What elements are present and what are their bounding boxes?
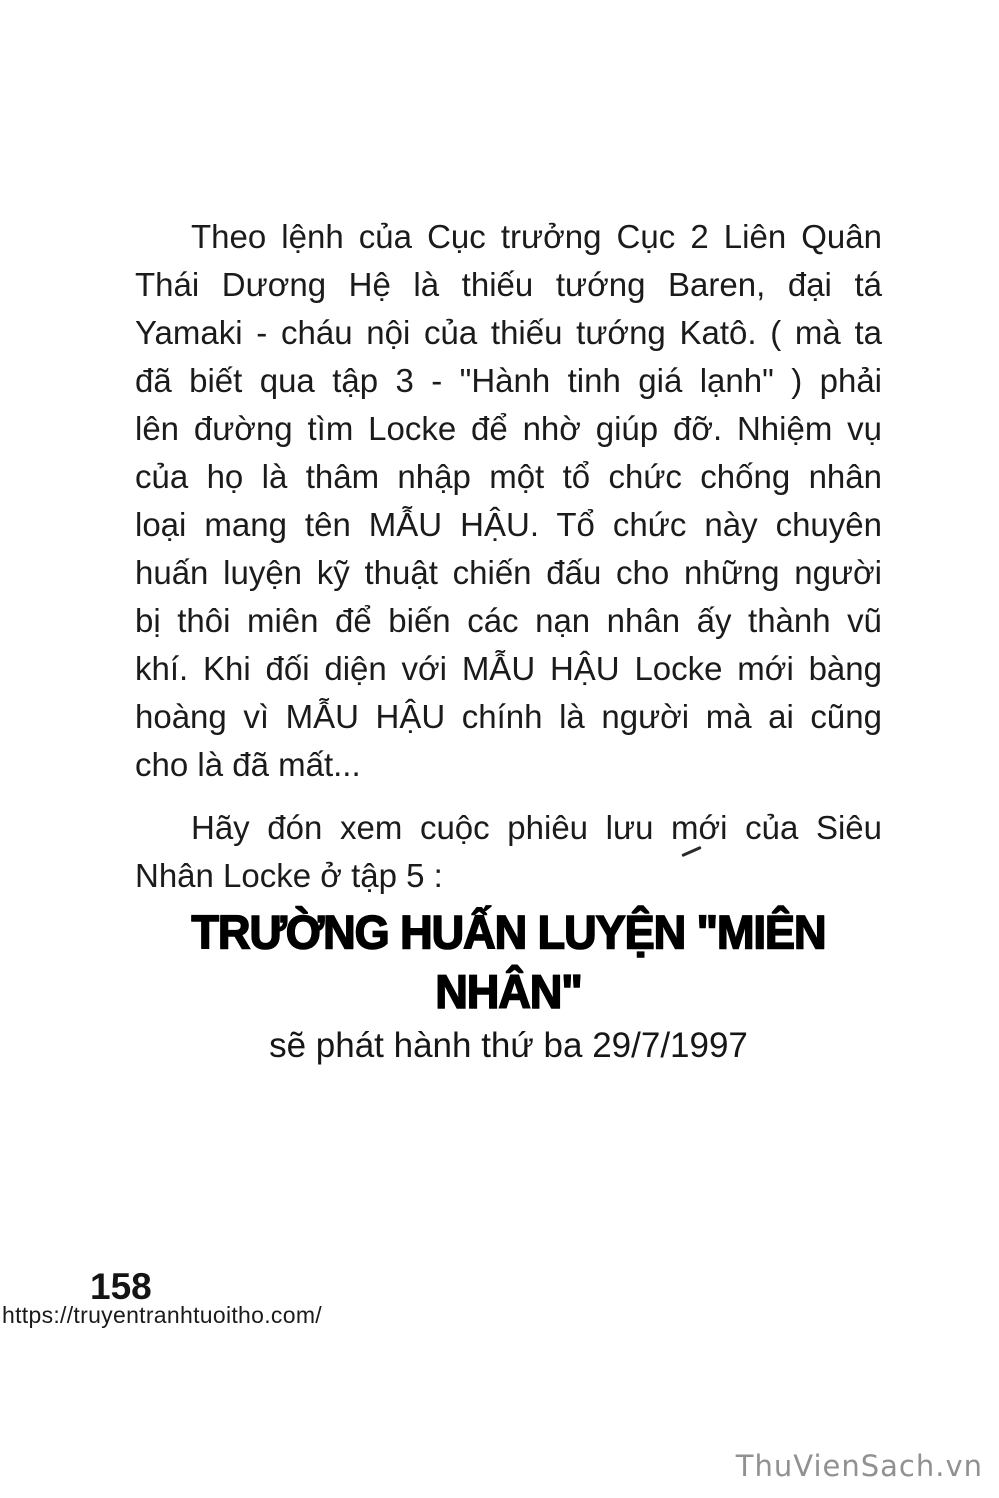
text-line: Yamaki - cháu nội của thiếu tướng Katô. ( mà ta bbox=[135, 314, 882, 351]
text-line: Nhân Locke ở tập 5 : bbox=[135, 857, 443, 894]
text-line: Theo lệnh của Cục trưởng Cục 2 Liên Quân bbox=[191, 218, 882, 255]
text-line: đã biết qua tập 3 - "Hành tinh giá lạnh" ) phải bbox=[135, 362, 882, 399]
synopsis-paragraph bbox=[135, 213, 882, 789]
text-line: cho là đã mất... bbox=[135, 746, 361, 783]
source-url: https://truyentranhtuoitho.com/ bbox=[2, 1302, 322, 1328]
text-line: hoàng vì MẪU HẬU chính là người mà ai cũng bbox=[135, 698, 882, 735]
synopsis-text-block bbox=[135, 213, 882, 1071]
text-line: lên đường tìm Locke để nhờ giúp đỡ. Nhiệm vụ bbox=[135, 410, 882, 447]
text-line: bị thôi miên để biến các nạn nhân ấy thành vũ bbox=[135, 602, 882, 639]
text-line: Hãy đón xem cuộc phiêu lưu mới của Siêu bbox=[191, 809, 882, 846]
text-line: Thái Dương Hệ là thiếu tướng Baren, đại tá bbox=[135, 266, 882, 303]
page-number: 158 bbox=[90, 1266, 152, 1307]
text-line: của họ là thâm nhập một tổ chức chống nhân bbox=[135, 458, 882, 495]
volume-title: TRƯỜNG HUẤN LUYỆN "MIÊN NHÂN" bbox=[191, 905, 826, 1019]
text-line: loại mang tên MẪU HẬU. Tổ chức này chuyên bbox=[135, 506, 882, 543]
text-line: khí. Khi đối diện với MẪU HẬU Locke mới bàng bbox=[135, 650, 882, 687]
text-line: huấn luyện kỹ thuật chiến đấu cho những người bbox=[135, 554, 882, 591]
release-date-line: sẽ phát hành thứ ba 29/7/1997 bbox=[269, 1026, 748, 1065]
announcement-paragraph bbox=[135, 804, 882, 900]
watermark: ThuVienSach.vn bbox=[735, 1449, 983, 1483]
